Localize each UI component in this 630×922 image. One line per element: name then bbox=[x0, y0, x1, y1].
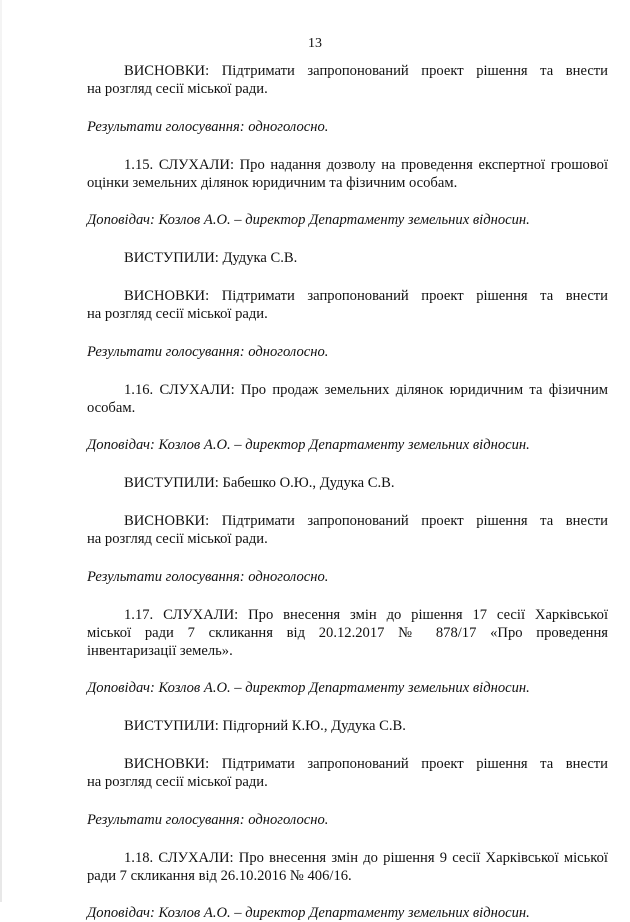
document-body bbox=[87, 62, 608, 922]
paragraph-line: інвентаризації земель». bbox=[87, 643, 233, 659]
spoke-line: ВИСТУПИЛИ: Дудука С.В. bbox=[124, 250, 298, 266]
paragraph-line: 1.16. СЛУХАЛИ: Про продаж земельних ділянок юридичним та фізичним bbox=[124, 382, 608, 398]
conclusion-paragraph bbox=[87, 287, 608, 323]
scan-edge bbox=[0, 0, 2, 902]
speaker-line: Доповідач: Козлов А.О. – директор Департаменту земельних відносин. bbox=[87, 212, 530, 228]
paragraph-line: ВИСНОВКИ: Підтримати запропонований проект рішення та внести bbox=[124, 288, 608, 304]
speaker-line: Доповідач: Козлов А.О. – директор Департаменту земельних відносин. bbox=[87, 680, 530, 696]
conclusion-paragraph bbox=[87, 512, 608, 548]
paragraph-line: на розгляд сесії міської ради. bbox=[87, 531, 268, 547]
voting-result: Результати голосування: одноголосно. bbox=[87, 344, 329, 360]
conclusion-paragraph bbox=[87, 755, 608, 791]
paragraph-line: на розгляд сесії міської ради. bbox=[87, 774, 268, 790]
paragraph-line: міської ради 7 скликання від 20.12.2017 № 878/17 «Про проведення bbox=[87, 625, 608, 641]
paragraph-line: 1.17. СЛУХАЛИ: Про внесення змін до рішення 17 сесії Харківської bbox=[124, 607, 608, 623]
voting-result: Результати голосування: одноголосно. bbox=[87, 119, 329, 135]
paragraph-line: 1.15. СЛУХАЛИ: Про надання дозволу на проведення експертної грошової bbox=[124, 157, 608, 173]
heard-paragraph bbox=[87, 849, 608, 885]
heard-paragraph bbox=[87, 381, 608, 417]
voting-result: Результати голосування: одноголосно. bbox=[87, 569, 329, 585]
paragraph-line: особам. bbox=[87, 400, 136, 416]
paragraph-line: ВИСНОВКИ: Підтримати запропонований проект рішення та внести bbox=[124, 513, 608, 529]
paragraph-line: на розгляд сесії міської ради. bbox=[87, 306, 268, 322]
heard-paragraph bbox=[87, 156, 608, 192]
speaker-line: Доповідач: Козлов А.О. – директор Департаменту земельних відносин. bbox=[87, 437, 530, 453]
paragraph-line: ради 7 скликання від 26.10.2016 № 406/16. bbox=[87, 868, 352, 884]
paragraph-line: ВИСНОВКИ: Підтримати запропонований проект рішення та внести bbox=[124, 756, 608, 772]
paragraph-line: оцінки земельних ділянок юридичним та фізичним особам. bbox=[87, 175, 458, 191]
spoke-line: ВИСТУПИЛИ: Підгорний К.Ю., Дудука С.В. bbox=[124, 718, 406, 734]
speaker-line: Доповідач: Козлов А.О. – директор Департаменту земельних відносин. bbox=[87, 905, 530, 921]
voting-result: Результати голосування: одноголосно. bbox=[87, 812, 329, 828]
page-number: 13 bbox=[308, 36, 322, 51]
paragraph-line: ВИСНОВКИ: Підтримати запропонований проект рішення та внести bbox=[124, 63, 608, 79]
spoke-line: ВИСТУПИЛИ: Бабешко О.Ю., Дудука С.В. bbox=[124, 475, 395, 491]
paragraph-line: 1.18. СЛУХАЛИ: Про внесення змін до рішення 9 сесії Харківської міської bbox=[124, 850, 608, 866]
paragraph-line: на розгляд сесії міської ради. bbox=[87, 81, 268, 97]
conclusion-paragraph bbox=[87, 62, 608, 98]
heard-paragraph bbox=[87, 606, 608, 660]
